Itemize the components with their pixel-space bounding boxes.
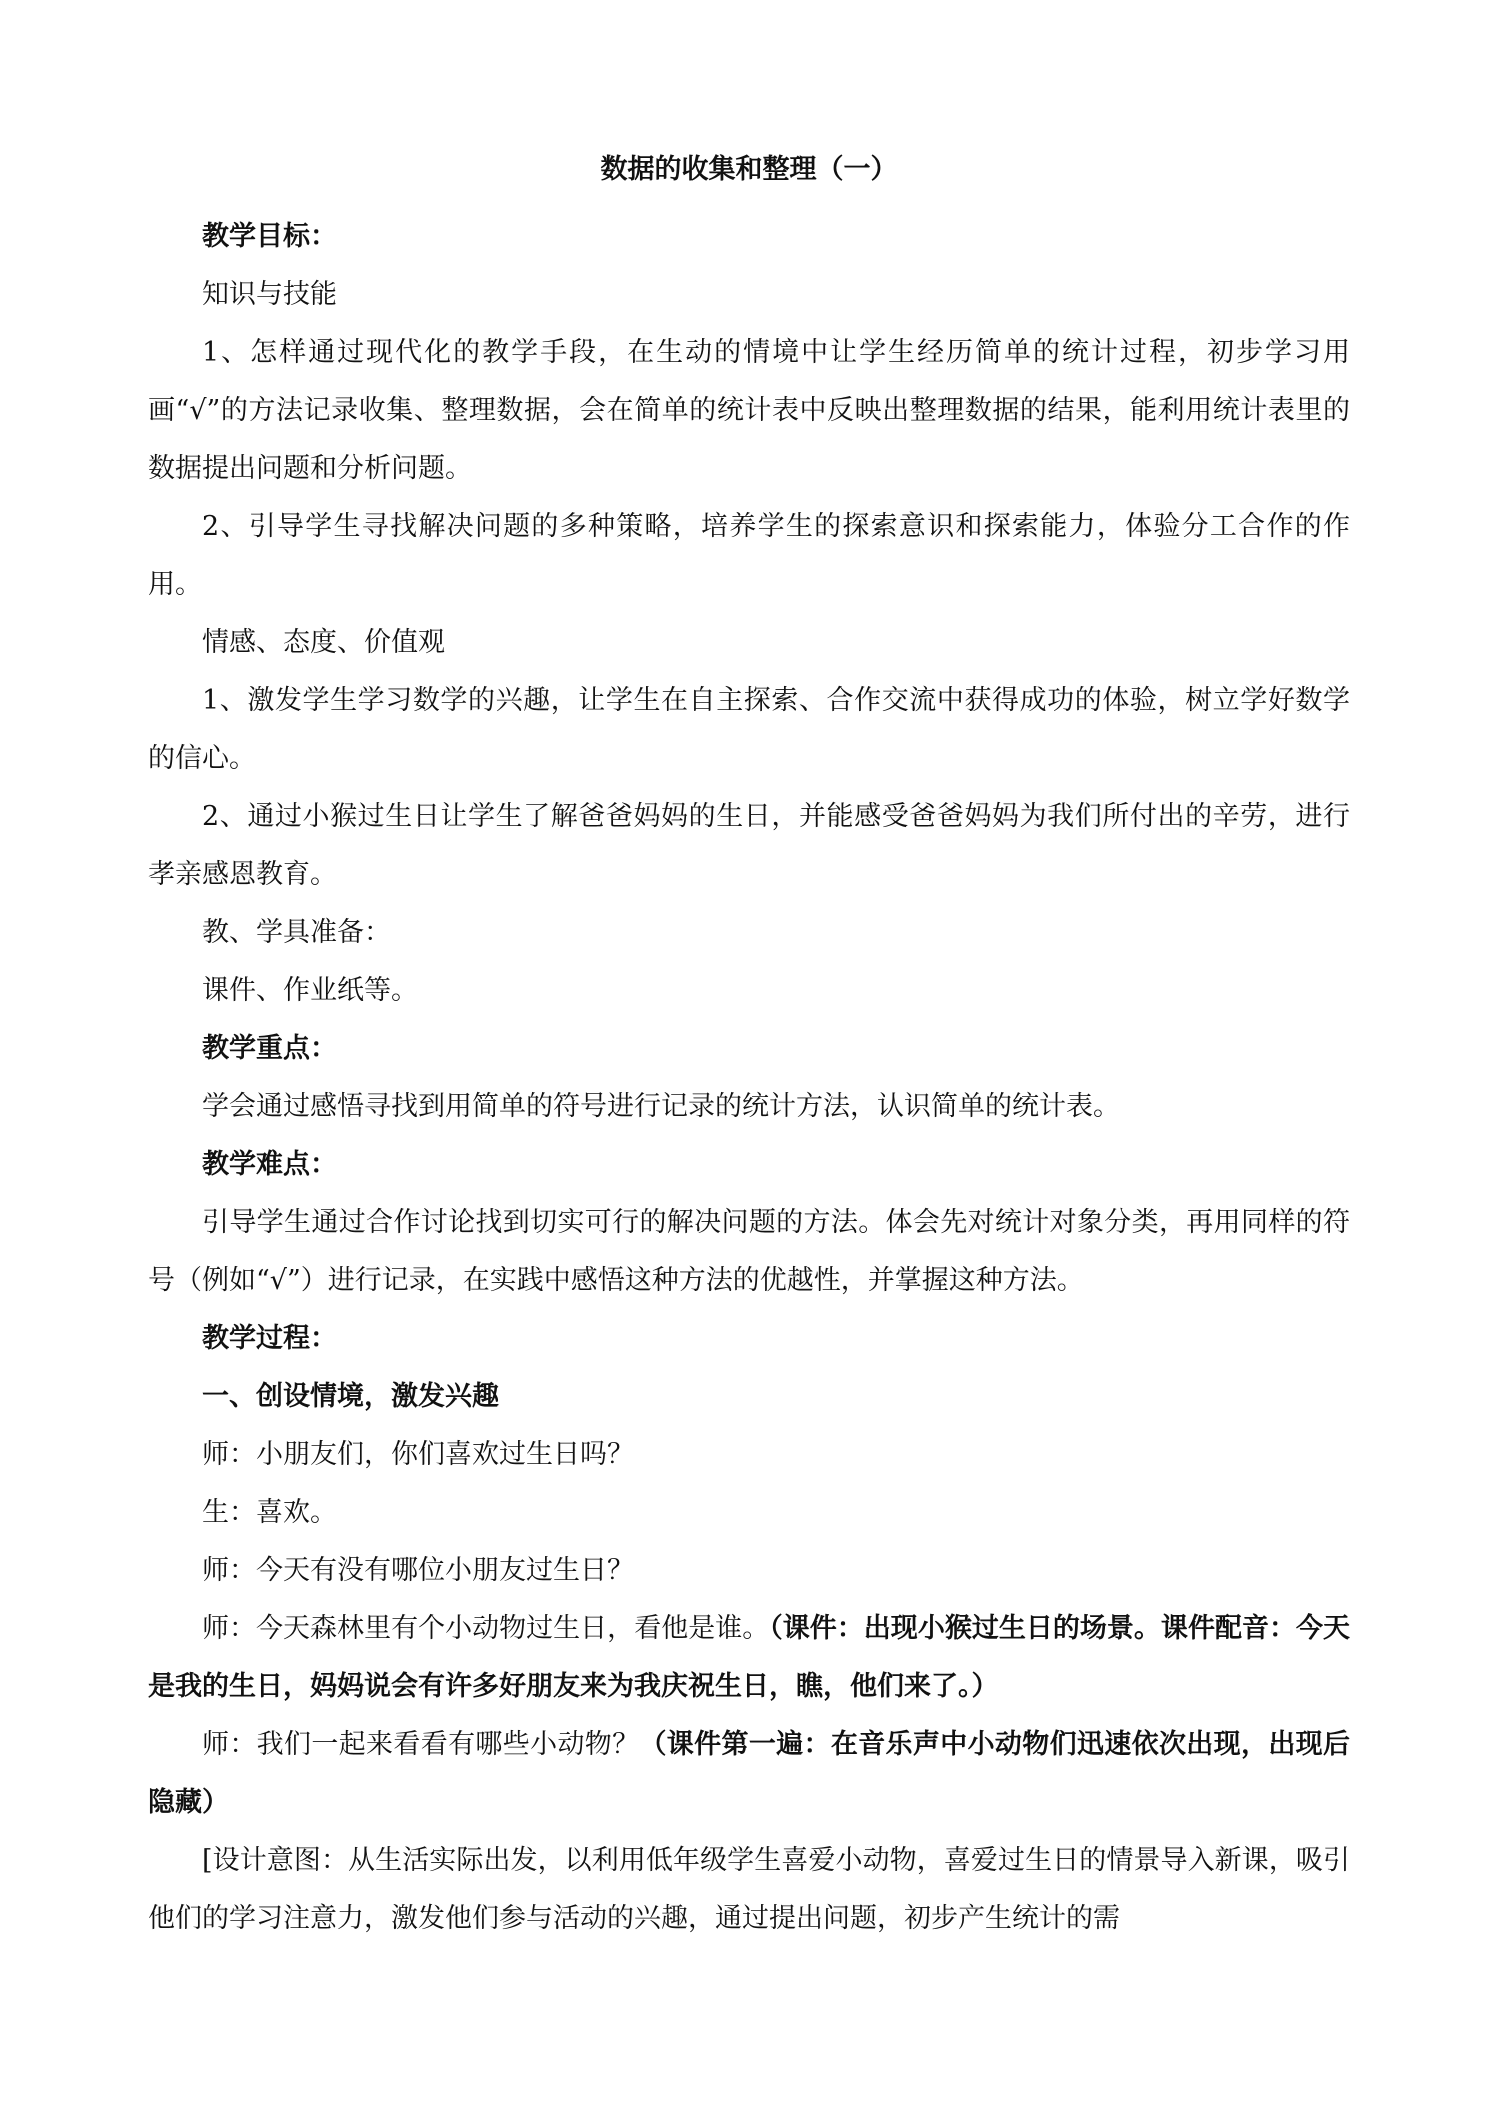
document-title: 数据的收集和整理（一） — [600, 154, 898, 185]
paragraph: 情感、态度、价值观 — [202, 627, 445, 658]
paragraph: 教学重点： — [202, 1033, 337, 1064]
paragraph: 学会通过感悟寻找到用简单的符号进行记录的统计方法，认识简单的统计表。 — [202, 1091, 1120, 1122]
paragraph: 一、创设情境，激发兴趣 — [202, 1381, 499, 1412]
paragraph: 引导学生通过合作讨论找到切实可行的解决问题的方法。体会先对统计对象分类，再用同样的符号（例如“√”）进行记录，在实践中感悟这种方法的优越性，并掌握这种方法。 — [148, 1207, 1350, 1296]
paragraph: [设计意图：从生活实际出发，以利用低年级学生喜爱小动物，喜爱过生日的情景导入新课，吸引他们的学习注意力，激发他们参与活动的兴趣，通过提出问题，初步产生统计的需 — [148, 1845, 1350, 1934]
paragraph: 师：我们一起来看看有哪些小动物？（课件第一遍：在音乐声中小动物们迅速依次出现，出现后隐藏） — [148, 1729, 1351, 1818]
paragraph: 知识与技能 — [202, 279, 337, 310]
courseware-note: （课件：出现小猴过生日的场景。课件配音：今天是我的生日，妈妈说会有许多好朋友来为我庆祝生日，瞧，他们来了。） — [148, 1613, 1350, 1702]
paragraph: 课件、作业纸等。 — [202, 975, 418, 1006]
paragraph: 教、学具准备： — [202, 917, 391, 948]
document-body — [148, 208, 1350, 1948]
paragraph: 师：今天森林里有个小动物过生日，看他是谁。（课件：出现小猴过生日的场景。课件配音：今天是我的生日，妈妈说会有许多好朋友来为我庆祝生日，瞧，他们来了。） — [148, 1613, 1350, 1702]
paragraph: 1、激发学生学习数学的兴趣，让学生在自主探索、合作交流中获得成功的体验，树立学好数学的信心。 — [148, 685, 1350, 774]
paragraph: 1、怎样通过现代化的教学手段，在生动的情境中让学生经历简单的统计过程，初步学习用画“√”的方法记录收集、整理数据，会在简单的统计表中反映出整理数据的结果，能利用统计表里的数据提出问题和分析问题。 — [148, 337, 1350, 484]
paragraph: 教学难点： — [202, 1149, 337, 1180]
courseware-note: （课件第一遍：在音乐声中小动物们迅速依次出现，出现后隐藏） — [148, 1729, 1351, 1818]
paragraph: 师：今天有没有哪位小朋友过生日？ — [202, 1555, 634, 1586]
paragraph: 教学过程： — [202, 1323, 337, 1354]
paragraph: 生：喜欢。 — [202, 1497, 337, 1528]
paragraph: 2、通过小猴过生日让学生了解爸爸妈妈的生日，并能感受爸爸妈妈为我们所付出的辛劳，进行孝亲感恩教育。 — [148, 801, 1350, 890]
paragraph: 师：小朋友们，你们喜欢过生日吗？ — [202, 1439, 634, 1470]
paragraph: 教学目标： — [202, 221, 337, 252]
paragraph: 2、引导学生寻找解决问题的多种策略，培养学生的探索意识和探索能力，体验分工合作的作用。 — [148, 511, 1350, 600]
